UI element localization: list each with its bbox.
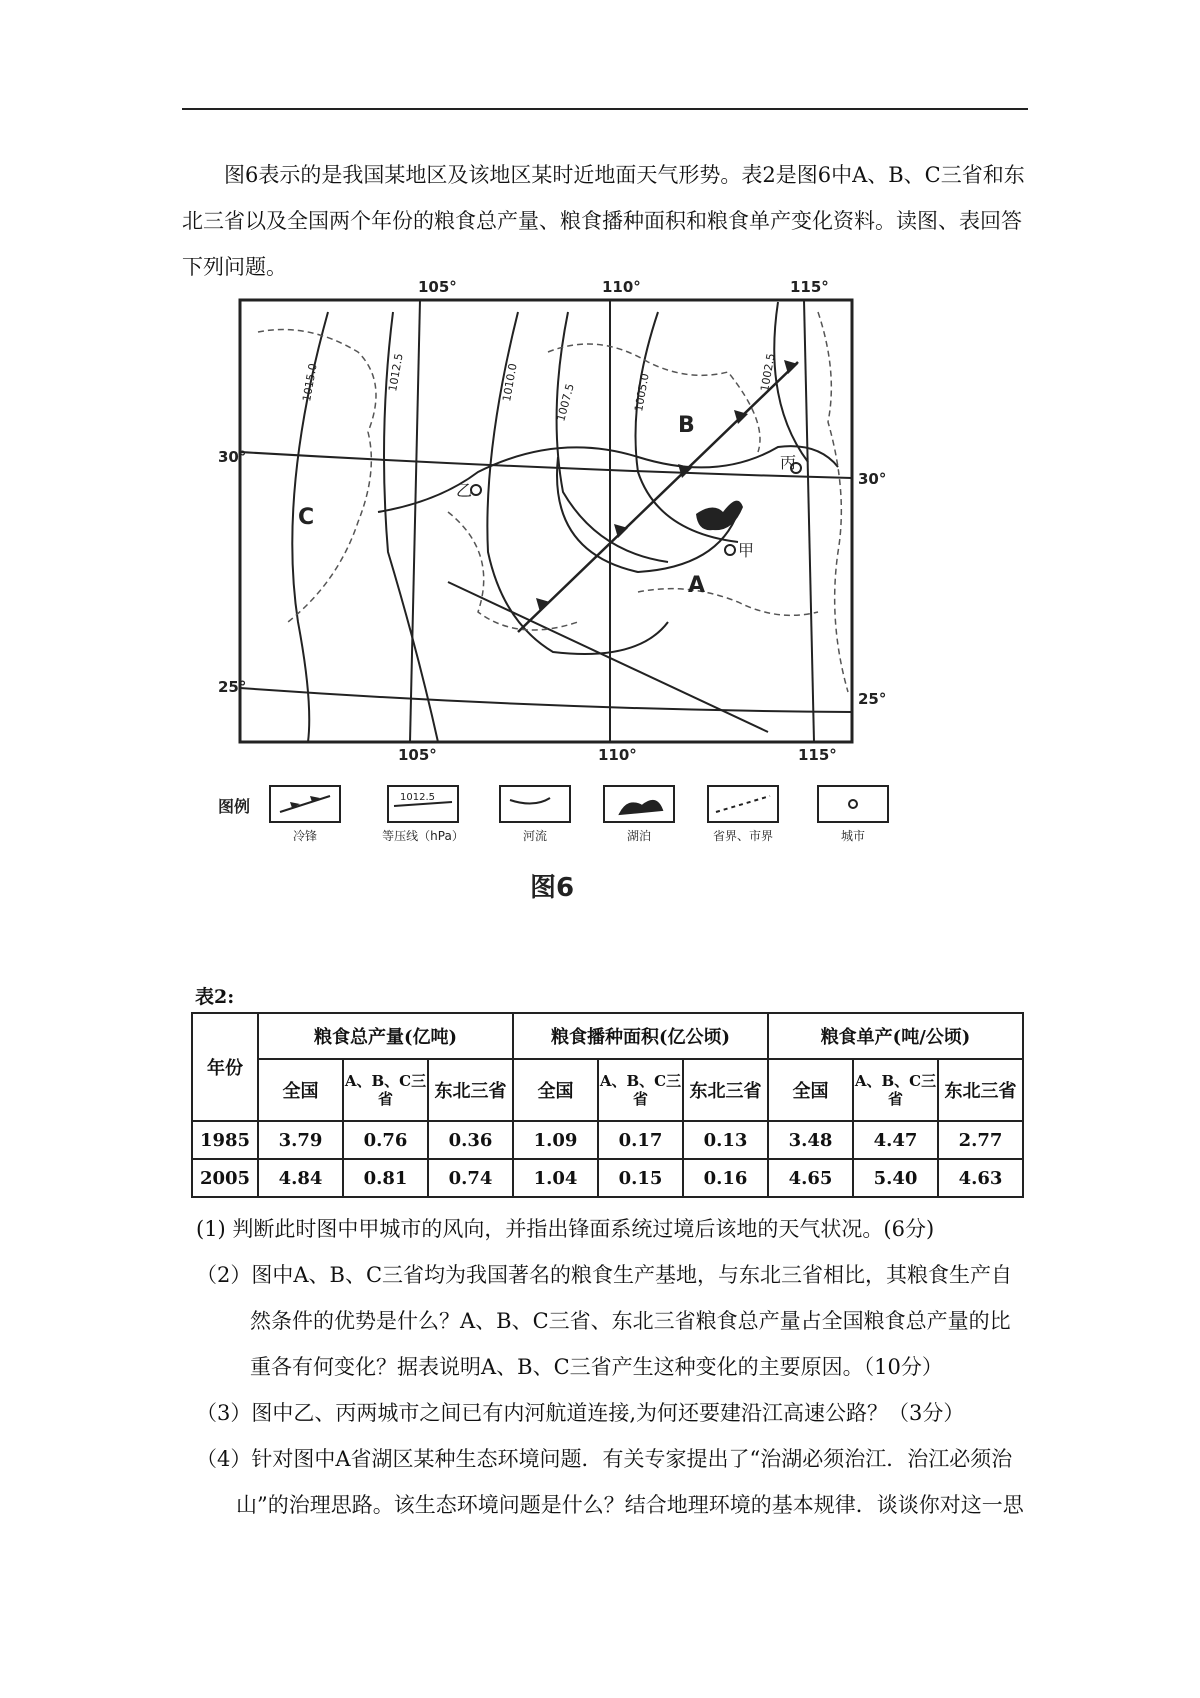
table-header-row-2 — [192, 1059, 1023, 1121]
isobar-3 — [487, 312, 668, 654]
legend-isobar-sample: 1012.5 — [400, 792, 435, 803]
table-cell: 0.17 — [598, 1121, 683, 1159]
lat-30-right: 30° — [858, 470, 887, 488]
lat-30-left: 30° — [218, 448, 247, 466]
isobar-6 — [774, 302, 808, 462]
lake — [696, 501, 743, 531]
sub-header-northeast: 东北三省 — [428, 1059, 513, 1121]
province-label-c: C — [298, 505, 315, 530]
province-label-a: A — [688, 573, 706, 598]
intro-paragraph: 图6表示的是我国某地区及该地区某时近地面天气形势。表2是图6中A、B、C三省和东北三省以及全国两个年份的粮食总产量、粮食播种面积和粮食单产变化资料。读图、表回答下列问题。 — [182, 163, 1025, 279]
table-cell: 1.09 — [513, 1121, 598, 1159]
table-cell: 3.79 — [258, 1121, 343, 1159]
legend-label-lake: 湖泊 — [626, 829, 652, 843]
legend-label-river: 河流 — [522, 829, 548, 843]
table-cell: 0.76 — [343, 1121, 428, 1159]
header-year: 年份 — [192, 1013, 258, 1121]
grain-table — [191, 1012, 1024, 1198]
isobar-label-4: 1007.5 — [554, 382, 577, 423]
legend-title: 图例 — [218, 797, 251, 816]
table-cell: 4.84 — [258, 1159, 343, 1197]
table-cell: 5.40 — [853, 1159, 938, 1197]
table-header-row-1 — [192, 1013, 1023, 1059]
sub-header-abc: A、B、C三省 — [853, 1059, 938, 1121]
meridian-115 — [804, 300, 814, 742]
isobar-4 — [557, 312, 668, 562]
question-3: （3）图中乙、丙两城市之间已有内河航道连接,为何还要建沿江高速公路？（3分） — [196, 1401, 965, 1425]
table-cell: 0.36 — [428, 1121, 513, 1159]
table-cell: 1.04 — [513, 1159, 598, 1197]
front-line-2 — [448, 582, 768, 732]
meridian-105 — [410, 300, 420, 742]
lon-top-115: 115° — [790, 278, 829, 296]
lon-top-105: 105° — [418, 278, 457, 296]
lat-25-left: 25° — [218, 678, 247, 696]
table-cell: 3.48 — [768, 1121, 853, 1159]
city-label-yi: 乙 — [456, 481, 473, 500]
question-2 — [196, 1252, 1026, 1390]
sub-header-northeast: 东北三省 — [683, 1059, 768, 1121]
sub-header-abc: A、B、C三省 — [343, 1059, 428, 1121]
figure-caption: 图6 — [530, 873, 575, 903]
isobar-label-6: 1002.5 — [758, 352, 778, 393]
table-row — [192, 1159, 1023, 1197]
city-label-jia: 甲 — [738, 541, 755, 560]
legend-label-isobar: 等压线（hPa） — [382, 829, 464, 843]
table-cell: 0.13 — [683, 1121, 768, 1159]
sub-header-abc: A、B、C三省 — [598, 1059, 683, 1121]
legend-items — [270, 786, 888, 822]
map-frame — [240, 300, 852, 742]
cold-front-barbs — [536, 360, 798, 612]
question-2-rest: 然条件的优势是什么？A、B、C三省、东北三省粮食总产量占全国粮食总产量的比重各有何变化？据表说明A、B、C三省产生这种变化的主要原因。（10分） — [250, 1309, 1011, 1379]
isobar-label-1: 1015.0 — [300, 362, 320, 403]
province-label-b: B — [678, 413, 695, 438]
isobar-label-2: 1012.5 — [386, 352, 406, 393]
sub-header-national: 全国 — [513, 1059, 598, 1121]
table-cell: 0.81 — [343, 1159, 428, 1197]
table-cell: 0.15 — [598, 1159, 683, 1197]
header-group-yield: 粮食单产(吨/公顷) — [768, 1013, 1023, 1059]
lon-top-110: 110° — [602, 278, 641, 296]
row-year: 1985 — [192, 1121, 258, 1159]
legend-label-borders: 省界、市界 — [712, 829, 774, 843]
weather-map-figure — [218, 278, 998, 962]
parallel-25 — [240, 688, 852, 712]
legend-label-cold-front: 冷锋 — [292, 829, 318, 843]
sub-header-national: 全国 — [768, 1059, 853, 1121]
question-4 — [196, 1436, 1026, 1528]
table-cell: 0.16 — [683, 1159, 768, 1197]
table-cell: 2.77 — [938, 1121, 1023, 1159]
top-rule — [182, 108, 1028, 110]
lon-bottom-110: 110° — [598, 746, 637, 764]
table-cell: 0.74 — [428, 1159, 513, 1197]
city-label-bing: 丙 — [780, 453, 797, 472]
sub-header-northeast: 东北三省 — [938, 1059, 1023, 1121]
table-cell: 4.47 — [853, 1121, 938, 1159]
sub-header-national: 全国 — [258, 1059, 343, 1121]
question-2-head: （2）图中A、B、C三省均为我国著名的粮食生产基地，与东北三省相比，其粮食生产自 — [196, 1263, 1013, 1287]
isobar-label-5: 1005.0 — [632, 372, 652, 413]
river — [378, 446, 838, 512]
table-cell: 4.65 — [768, 1159, 853, 1197]
table-cell: 4.63 — [938, 1159, 1023, 1197]
legend-box-borders — [708, 786, 778, 822]
lon-bottom-115: 115° — [798, 746, 837, 764]
row-year: 2005 — [192, 1159, 258, 1197]
lat-25-right: 25° — [858, 690, 887, 708]
lon-bottom-105: 105° — [398, 746, 437, 764]
question-1: (1) 判断此时图中甲城市的风向，并指出锋面系统过境后该地的天气状况。(6分) — [196, 1217, 935, 1241]
question-4-head: （4）针对图中A省湖区某种生态环境问题．有关专家提出了“治湖必须治江．治江必须治 — [196, 1447, 1013, 1471]
header-group-area: 粮食播种面积(亿公顷) — [513, 1013, 768, 1059]
province-borders — [258, 312, 848, 692]
city-jia-dot — [725, 545, 735, 555]
table-row — [192, 1121, 1023, 1159]
header-group-output: 粮食总产量(亿吨) — [258, 1013, 513, 1059]
legend-label-city: 城市 — [840, 829, 866, 843]
city-yi-dot — [471, 485, 481, 495]
table-label: 表2: — [195, 986, 235, 1008]
question-4-rest: 山”的治理思路。该生态环境问题是什么？结合地理环境的基本规律．谈谈你对这一思 — [236, 1493, 1024, 1517]
isobar-label-3: 1010.0 — [500, 362, 520, 403]
